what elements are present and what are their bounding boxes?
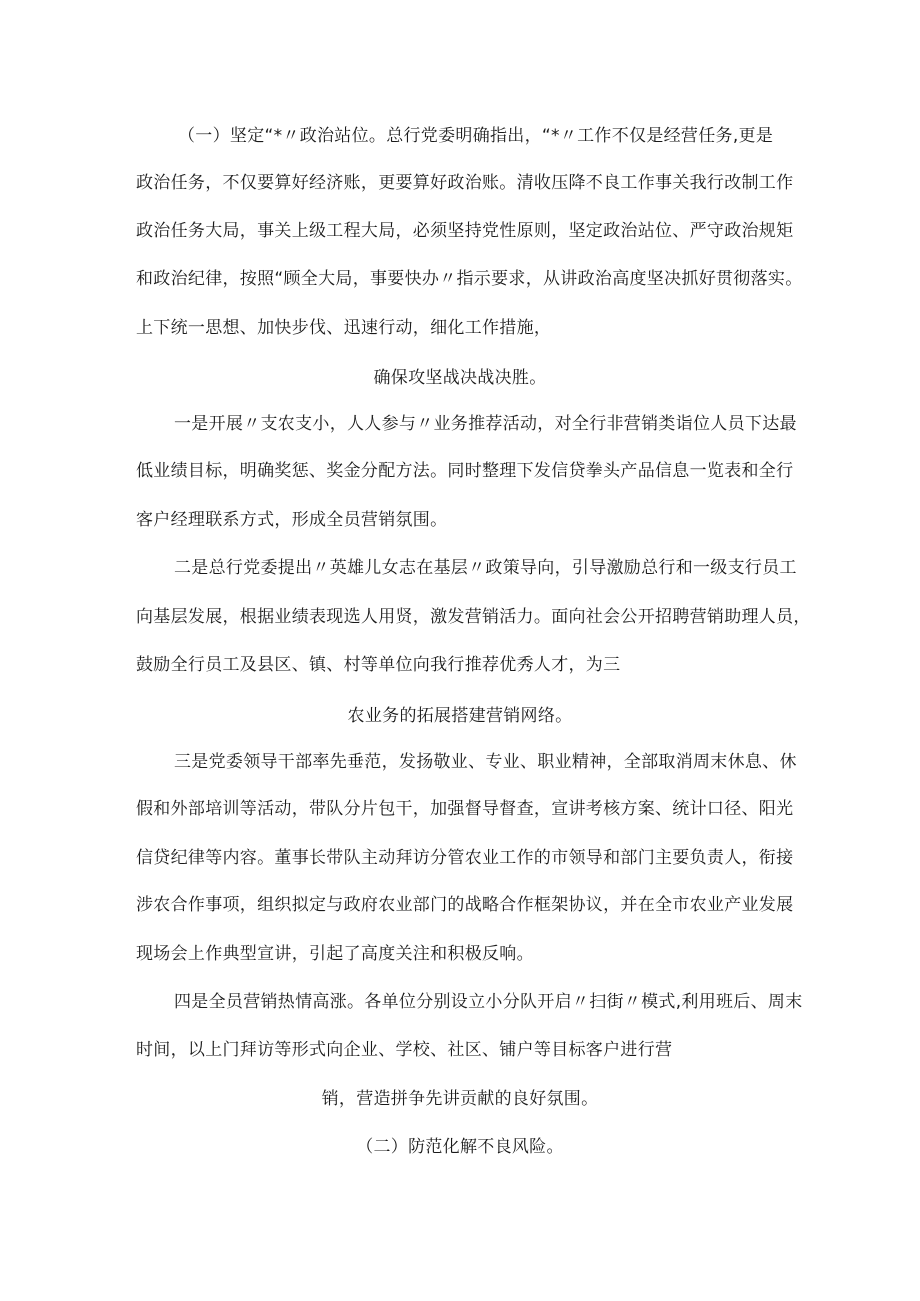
text-line: 和政治纪律，按照“顾全大局，事要快办〃指示要求，从讲政治高度坚决抓好贯彻落实。 xyxy=(136,269,803,289)
text-line: 二是总行党委提出〃英雄儿女志在基层〃政策导向，引导激励总行和一级支行员工 xyxy=(174,558,797,578)
text-line: 信贷纪律等内容。董事长带队主动拜访分管农业工作的市领导和部门主要负责人，衔接 xyxy=(136,848,794,868)
text-line-centered: 农业务的拓展搭建营销网络。 xyxy=(347,706,573,726)
text-line: 时间，以上门拜访等形式向企业、学校、社区、铺户等目标客户进行营 xyxy=(136,1040,673,1060)
text-line: 现场会上作典型宣讲，引起了高度关注和积极反响。 xyxy=(136,944,534,964)
text-line: 三是党委领导干部率先垂范，发扬敬业、专业、职业精神，全部取消周末休息、休 xyxy=(174,752,797,772)
text-line-centered: 确保攻坚战决战决胜。 xyxy=(373,368,547,388)
text-line: 四是全员营销热情高涨。各单位分别设立小分队开启〃扫街〃模式,利用班后、周末 xyxy=(174,992,803,1012)
section-heading: （二）防范化解不良风险。 xyxy=(356,1137,564,1157)
text-line: 上下统一思想、加快步伐、迅速行动，细化工作措施， xyxy=(136,318,552,338)
text-line: 鼓励全行员工及县区、镇、村等单位向我行推荐优秀人才，为三 xyxy=(136,655,621,675)
text-line: 低业绩目标，明确奖惩、奖金分配方法。同时整理下发信贷拳头产品信息一览表和全行 xyxy=(136,461,794,481)
text-line: 假和外部培训等活动，带队分片包干，加强督导督查，宣讲考核方案、统计口径、阳光 xyxy=(136,799,794,819)
text-line: （一）坚定“*〃政治站位。总行党委明确指出，“*〃工作不仅是经营任务,更是 xyxy=(178,126,774,146)
text-line: 客户经理联系方式，形成全员营销氛围。 xyxy=(136,510,448,530)
text-line: 向基层发展，根据业绩表现选人用贤，激发营销活力。面向社会公开招聘营销助理人员， xyxy=(136,607,811,627)
text-line: 政治任务大局，事关上级工程大局，必须坚持党性原则，坚定政治站位、严守政治规矩 xyxy=(136,221,794,241)
text-line: 一是开展〃支农支小，人人参与〃业务推荐活动，对全行非营销类诣位人员下达最 xyxy=(174,414,797,434)
text-line: 政治任务，不仅要算好经济账，更要算好政治账。清收压降不良工作事关我行改制工作 xyxy=(136,173,794,193)
text-line-centered: 销，营造拼争先讲贡献的良好氛围。 xyxy=(321,1089,599,1109)
text-line: 涉农合作事项，组织拟定与政府农业部门的战略合作框架协议，并在全市农业产业发展 xyxy=(136,895,794,915)
